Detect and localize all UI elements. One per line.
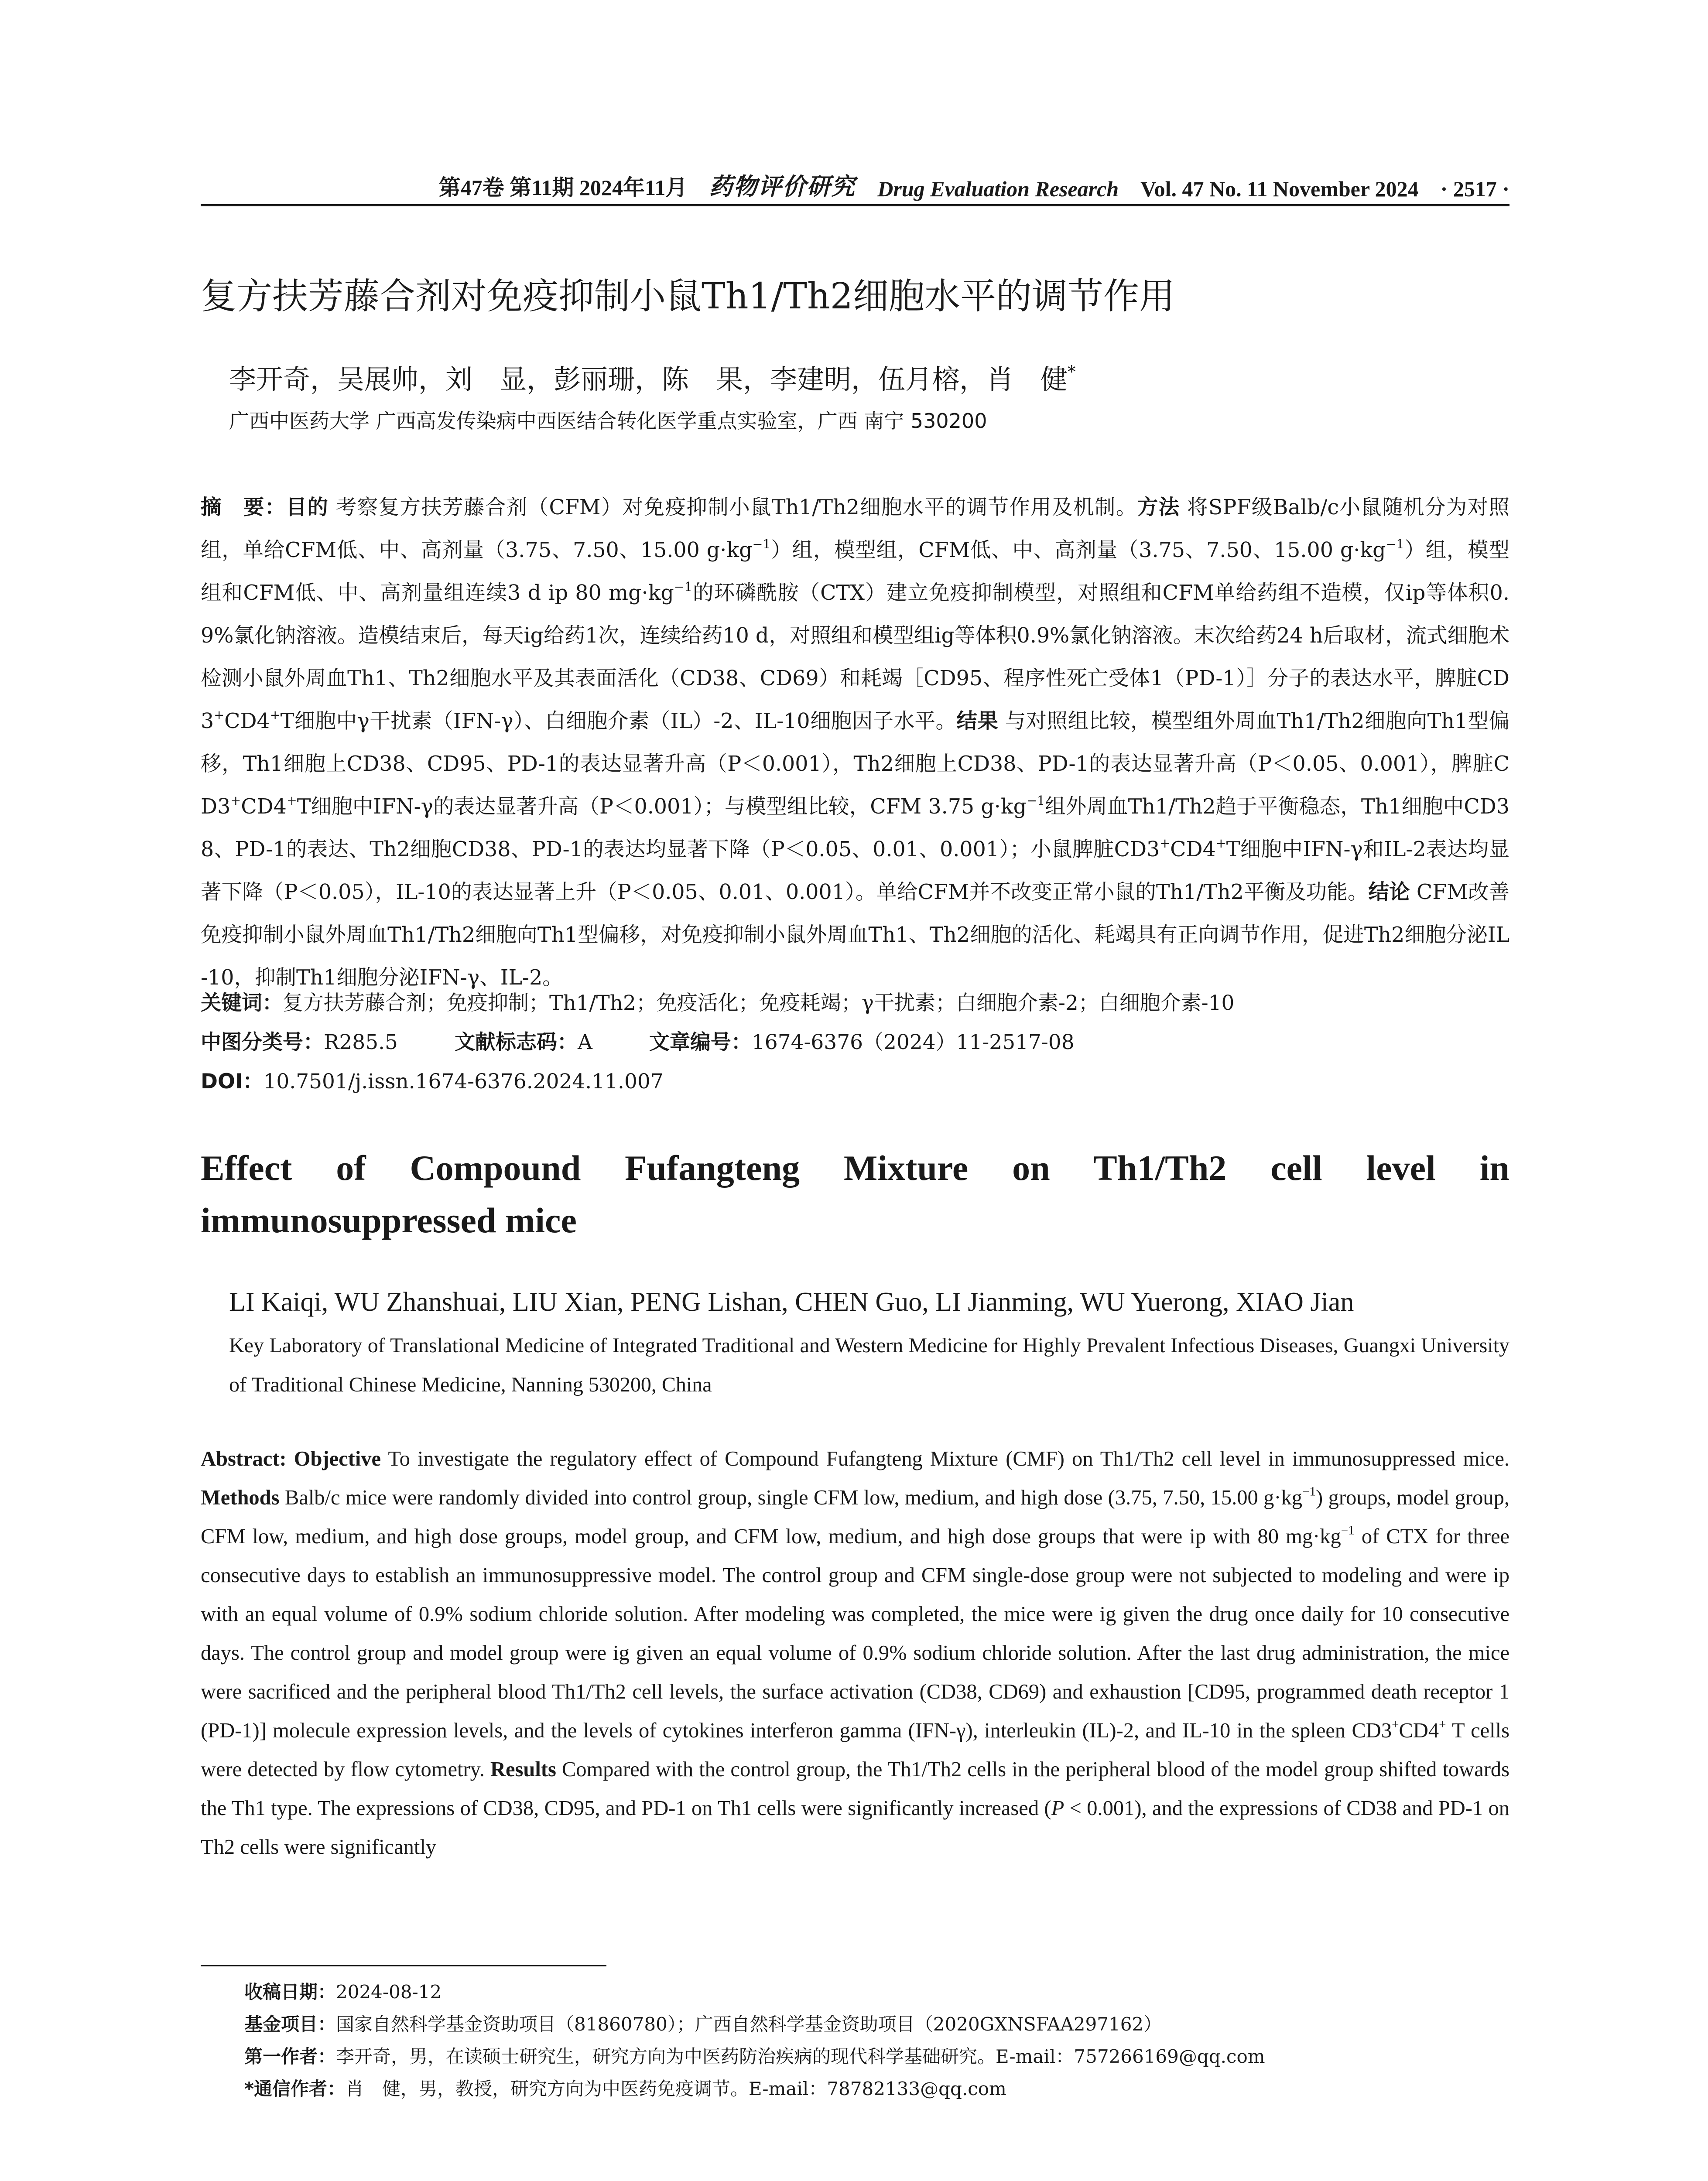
header-rule [201,204,1509,206]
zh-methods-text: ）组，模型组，CFM低、中、高剂量（3.75、7.50、15.00 g·kg [770,538,1386,562]
zh-conclusion-text: CFM改善免疫抑制小鼠外周血Th1/Th2细胞向Th1型偏移，对免疫抑制小鼠外周血Th1、Th2细胞的活化、耗竭具有正向调节作用，促进Th2细胞分泌IL-10，抑制Th1细胞分泌IFN-γ、IL-2。 [201,880,1509,990]
superscript: −1 [752,537,771,552]
footnote-label: 第一作者： [244,2046,336,2067]
issue-zh: 第47卷 第11期 2024年11月 [438,175,688,200]
superscript: + [230,793,241,808]
running-header [201,162,1509,202]
en-methods-text: CD4 [1399,1719,1439,1742]
corresponding-mark: * [1068,362,1076,381]
en-objective-label: Objective [294,1447,381,1470]
en-abstract-label: Abstract: [201,1447,287,1470]
superscript: + [286,793,297,808]
footnote-text: 国家自然科学基金资助项目（81860780）；广西自然科学基金资助项目（2020GXNSFAA297162） [336,2013,1162,2035]
zh-affiliation: 广西中医药大学 广西高发传染病中西医结合转化医学重点实验室，广西 南宁 530200 [229,409,987,433]
doc-code-label: 文献标志码： [454,1030,578,1054]
superscript: + [1439,1717,1446,1732]
en-title [201,1142,1509,1247]
journal-name-en: Drug Evaluation Research [877,177,1119,201]
en-results-label: Results [490,1758,556,1781]
superscript: −1 [674,580,692,595]
journal-logo: 药物评价研究 [709,172,856,200]
zh-results-text: 组外周血Th1/Th2趋于平衡稳态，Th1细胞中CD38、PD-1的表达、Th2细胞CD38、PD-1的表达均显著下降（P＜0.05、0.01、0.001）；小鼠脾脏CD3 [201,795,1509,861]
zh-objective-text: 考察复方扶芳藤合剂（CFM）对免疫抑制小鼠Th1/Th2细胞水平的调节作用及机制。 [335,496,1137,520]
en-methods-text: of CTX for three consecutive days to establish an immunosuppressive model. The control group and CFM single-dose group were not subjected to modeling and were ip with an equal volume of 0.9% sodium chloride solution. After modeling was completed, the mice were ig given the drug once daily for 10 consecutive days. The control group and model group were ig given an equal volume of 0.9% sodium chloride solution. After the last drug administration, the mice were sacrificed and the peripheral blood Th1/Th2 cell levels, the surface activation (CD38, CD69) and exhaustion [CD95, programmed death receptor 1 (PD-1)] molecule expression levels, and the levels of cytokines interferon gamma (IFN-γ), interleukin (IL)-2, and IL-10 in the spleen CD3 [201,1525,1509,1742]
footnote-rule [201,1965,606,1966]
zh-keywords [201,990,1234,1016]
footnotes [244,1976,1265,2105]
superscript: −1 [1302,1484,1316,1499]
keywords-text: 复方扶芳藤合剂；免疫抑制；Th1/Th2；免疫活化；免疫耗竭；γ干扰素；白细胞介素-2；白细胞介素-10 [283,991,1235,1015]
zh-methods-text: T细胞中γ干扰素（IFN-γ）、白细胞介素（IL）-2、IL-10细胞因子水平。 [280,709,957,733]
zh-conclusion-label: 结论 [1368,880,1410,904]
zh-results-text: T细胞中IFN-γ的表达显著升高（P＜0.001）；与模型组比较，CFM 3.75 g·kg [297,795,1027,819]
zh-results-label: 结果 [956,709,999,733]
footnote-label: 基金项目： [244,2013,336,2035]
en-objective-text: To investigate the regulatory effect of Compound Fufangteng Mixture (CMF) on Th1/Th2 cell level in immunosuppressed mice. [388,1447,1510,1470]
footnote-text: 肖 健，男，教授，研究方向为中医药免疫调节。E-mail：78782133@qq.com [345,2078,1006,2099]
footnote-fund [244,2008,1265,2041]
zh-abstract-label: 摘 要： [201,496,286,520]
zh-author-list: 李开奇，吴展帅，刘 显，彭丽珊，陈 果，李建明，伍月榕，肖 健 [229,363,1068,395]
superscript: −1 [1341,1523,1355,1538]
superscript: + [270,708,281,723]
zh-doi [201,1069,664,1095]
zh-title: 复方扶芳藤合剂对免疫抑制小鼠Th1/Th2细胞水平的调节作用 [201,276,1175,317]
superscript: −1 [1027,793,1045,808]
en-authors: LI Kaiqi, WU Zhanshuai, LIU Xian, PENG Lishan, CHEN Guo, LI Jianming, WU Yuerong, XIAO Jian [229,1287,1354,1317]
page-number: · 2517 · [1440,177,1509,201]
zh-results-text: T细胞中IFN-γ和IL-2表达均显著下降（P＜0.05），IL-10的表达显著上升（P＜0.05、0.01、0.001）。单给CFM并不改变正常小鼠的Th1/Th2平衡及功能。 [201,838,1509,904]
en-results-text: Compared with the control group, the Th1/Th2 cells in the peripheral blood of the model group shifted towards the Th1 type. The expressions of CD38, CD95, and PD-1 on Th1 cells were significantly increased ( [201,1758,1510,1820]
footnote-corresponding-author [244,2073,1265,2105]
footnote-label: *通信作者： [244,2078,346,2099]
zh-methods-text: 的环磷酰胺（CTX）建立免疫抑制模型，对照组和CFM单给药组不造模，仅ip等体积0.9%氯化钠溶液。造模结束后，每天ig给药1次，连续给药10 d，对照组和模型组ig等体积0.9%氯化钠溶液。末次给药24 h后取材，流式细胞术检测小鼠外周血Th1、Th2细胞水平及其表面活化（CD38、CD69）和耗竭［CD95、程序性死亡受体1（PD-1）］分子的表达水平，脾脏CD3 [201,581,1509,733]
article-no-value: 1674-6376（2024）11-2517-08 [751,1030,1075,1054]
en-affiliation: Key Laboratory of Translational Medicine of Integrated Traditional and Western Medicine for Highly Prevalent Infectious Diseases, Guangxi University of Traditional Chinese Medicine, Nanning 530200, China [229,1334,1509,1396]
en-methods-text: ) groups, model group, CFM low, medium, and high dose groups, model group, and CFM low, medium, and high dose groups that were ip with 80 mg·kg [201,1486,1510,1548]
footnote-received [244,1976,1265,2008]
en-methods-text: Balb/c mice were randomly divided into control group, single CFM low, medium, and high dose (3.75, 7.50, 15.00 g·kg [284,1486,1303,1509]
superscript: + [1160,836,1171,851]
doi-value: 10.7501/j.issn.1674-6376.2024.11.007 [263,1070,664,1094]
clc-label: 中图分类号： [201,1030,324,1054]
en-title-line-1: Effect of Compound Fufangteng Mixture on Th1/Th2 cell level in [201,1148,1509,1188]
doc-code-value: A [577,1030,592,1054]
zh-classification [201,1029,1075,1056]
zh-results-text: 与对照组比较，模型组外周血Th1/Th2细胞向Th1型偏移，Th1细胞上CD38、CD95、PD-1的表达显著升高（P＜0.001），Th2细胞上CD38、PD-1的表达显著升高（P＜0.05、0.001），脾脏CD3 [201,709,1509,819]
footnote-text: 李开奇，男，在读硕士研究生，研究方向为中医药防治疾病的现代科学基础研究。E-mail：757266169@qq.com [336,2046,1265,2067]
zh-results-text: CD4 [241,795,287,819]
doi-label: DOI： [201,1070,264,1094]
en-methods-label: Methods [201,1486,280,1509]
zh-results-text: CD4 [1170,838,1216,861]
en-methods-text: T cells were detected by flow cytometry. [201,1719,1509,1781]
zh-methods-label: 方法 [1137,496,1180,520]
p-value-symbol: P [1051,1797,1065,1820]
zh-abstract [201,486,1509,999]
zh-authors [229,362,1076,397]
superscript: −1 [1386,537,1404,552]
keywords-label: 关键词： [201,991,283,1015]
superscript: + [214,708,225,723]
footnote-first-author [244,2041,1265,2073]
zh-objective-label: 目的 [286,496,329,520]
superscript: + [1392,1717,1399,1732]
zh-methods-text: ）组，模型组和CFM低、中、高剂量组连续3 d ip 80 mg·kg [201,538,1509,605]
zh-methods-text: CD4 [224,709,270,733]
footnote-text: 2024-08-12 [336,1981,442,2003]
clc-value: R285.5 [324,1030,398,1054]
article-no-label: 文章编号： [649,1030,752,1054]
en-title-line-2: immunosuppressed mice [201,1200,577,1240]
superscript: + [1215,836,1226,851]
footnote-label: 收稿日期： [244,1981,336,2003]
en-results-text: < 0.001), and the expressions of CD38 and PD-1 on Th2 cells were significantly [201,1797,1509,1859]
zh-methods-text: 将SPF级Balb/c小鼠随机分为对照组，单给CFM低、中、高剂量（3.75、7.50、15.00 g·kg [201,496,1510,562]
en-abstract [201,1439,1509,1866]
issue-en: Vol. 47 No. 11 November 2024 [1140,177,1419,201]
